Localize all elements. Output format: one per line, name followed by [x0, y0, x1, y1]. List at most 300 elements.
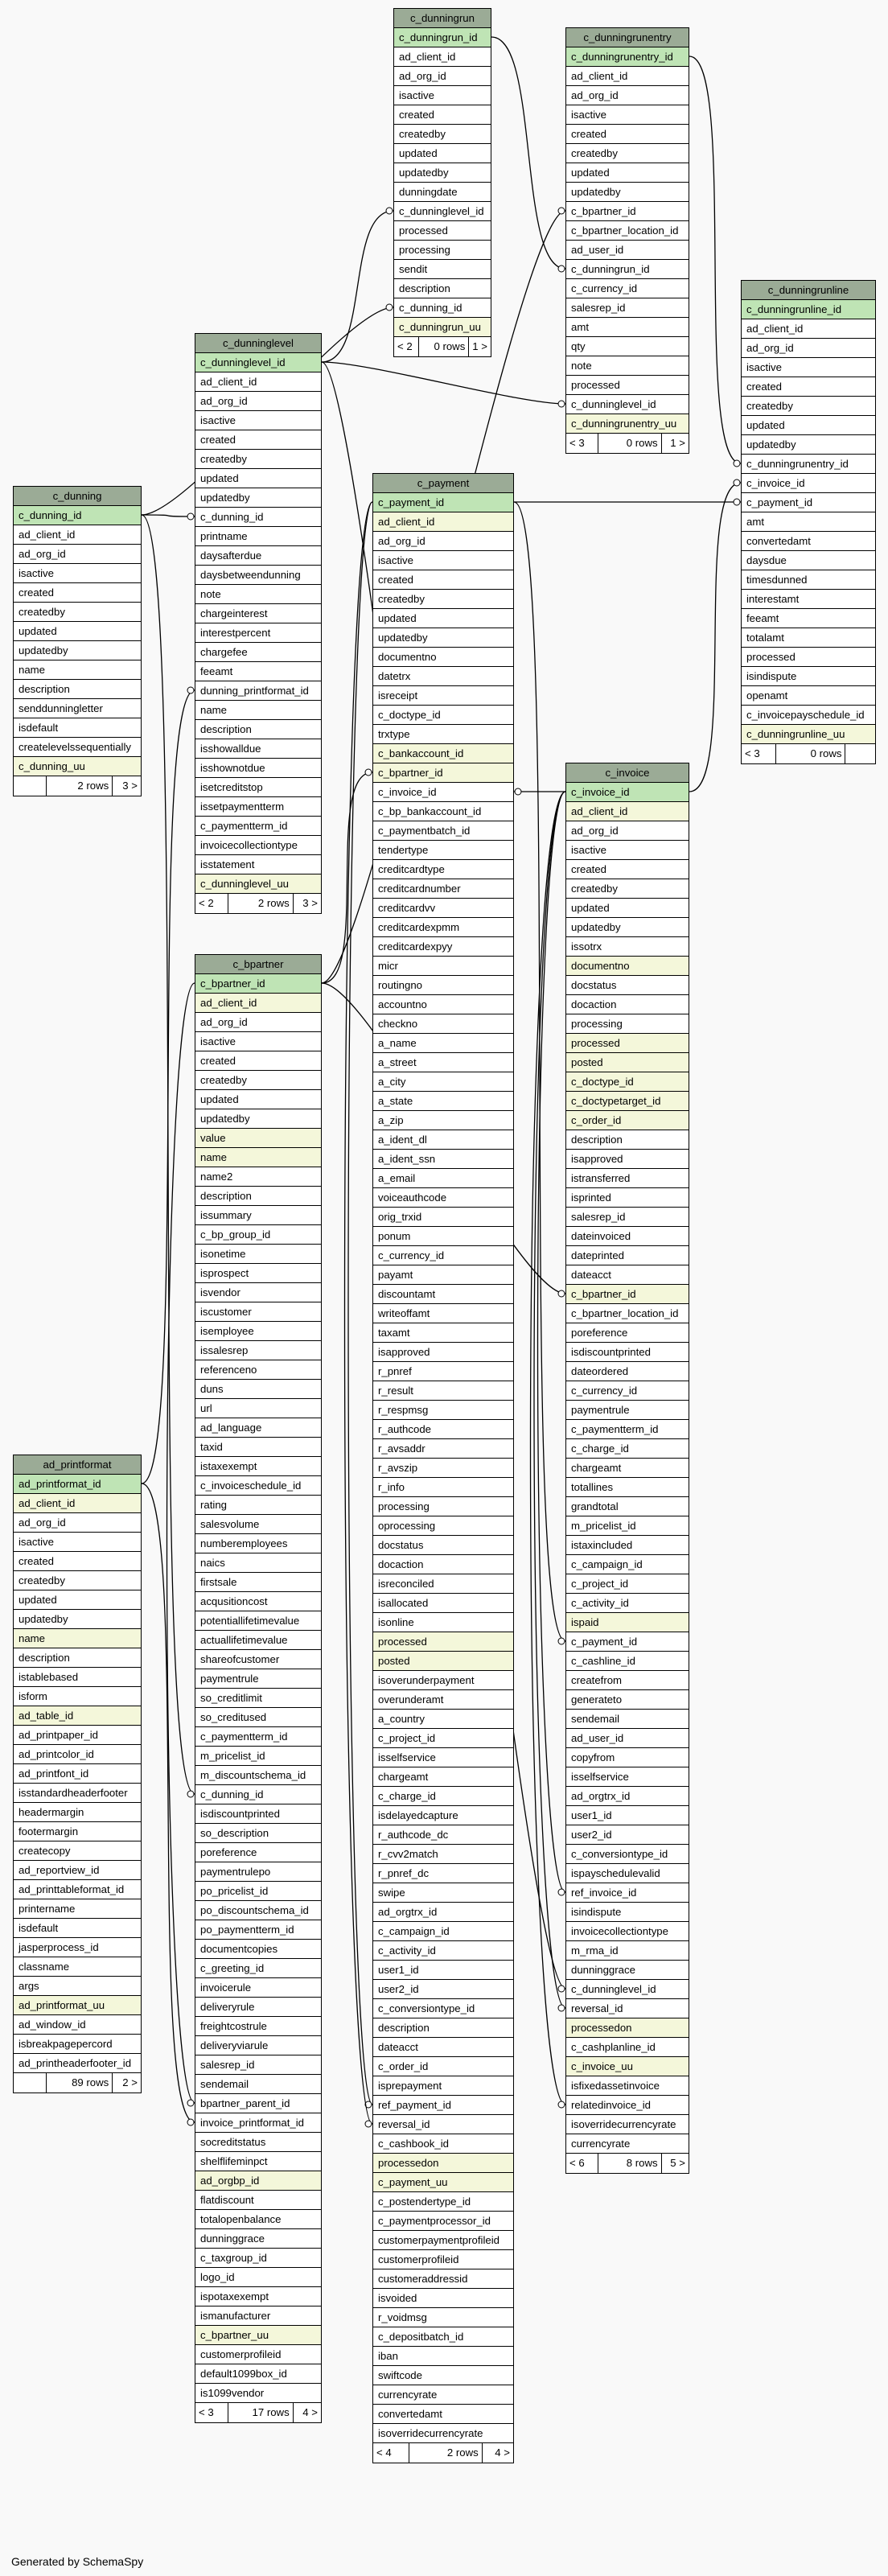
column-reversal-id[interactable]: reversal_id: [373, 2115, 513, 2134]
column-isetcreditstop[interactable]: isetcreditstop: [195, 778, 321, 797]
column-classname[interactable]: classname: [14, 1957, 141, 1977]
column-writeoffamt[interactable]: writeoffamt: [373, 1304, 513, 1323]
column-processed[interactable]: processed: [373, 1632, 513, 1652]
column-name[interactable]: name: [14, 660, 141, 680]
column-c-postendertype-id[interactable]: c_postendertype_id: [373, 2192, 513, 2212]
children-link[interactable]: [845, 744, 875, 763]
column-updated[interactable]: updated: [195, 1090, 321, 1109]
children-link[interactable]: 2 >: [122, 2076, 138, 2088]
column-invoicerule[interactable]: invoicerule: [195, 1978, 321, 1998]
column-updated[interactable]: updated: [14, 1590, 141, 1610]
column-shelflifeminpct[interactable]: shelflifeminpct: [195, 2152, 321, 2171]
column-customerpaymentprofileid[interactable]: customerpaymentprofileid: [373, 2231, 513, 2250]
column-isdiscountprinted[interactable]: isdiscountprinted: [566, 1343, 689, 1362]
column-c-currency-id[interactable]: c_currency_id: [566, 279, 689, 298]
table-title[interactable]: ad_printformat: [14, 1455, 141, 1475]
column-c-doctypetarget-id[interactable]: c_doctypetarget_id: [566, 1092, 689, 1111]
column-createdby[interactable]: createdby: [394, 125, 491, 144]
column-created[interactable]: created: [14, 1552, 141, 1571]
column-flatdiscount[interactable]: flatdiscount: [195, 2191, 321, 2210]
column-c-paymentbatch-id[interactable]: c_paymentbatch_id: [373, 821, 513, 841]
column-ad-org-id[interactable]: ad_org_id: [566, 821, 689, 841]
table-title[interactable]: c_dunninglevel: [195, 334, 321, 353]
column-c-dunning-id[interactable]: c_dunning_id: [14, 506, 141, 525]
column-isprepayment[interactable]: isprepayment: [373, 2076, 513, 2096]
column-isactive[interactable]: isactive: [373, 551, 513, 570]
column-m-rma-id[interactable]: m_rma_id: [566, 1941, 689, 1961]
column-daysbetweendunning[interactable]: daysbetweendunning: [195, 566, 321, 585]
column-r-result[interactable]: r_result: [373, 1381, 513, 1401]
column-is1099vendor[interactable]: is1099vendor: [195, 2384, 321, 2403]
column-c-invoiceschedule-id[interactable]: c_invoiceschedule_id: [195, 1476, 321, 1496]
column-r-pnref[interactable]: r_pnref: [373, 1362, 513, 1381]
column-checkno[interactable]: checkno: [373, 1014, 513, 1034]
column-name[interactable]: name: [195, 701, 321, 720]
column-documentno[interactable]: documentno: [373, 648, 513, 667]
column-c-dunningrunline-id[interactable]: c_dunningrunline_id: [742, 300, 875, 319]
table-title[interactable]: c_dunningrunline: [742, 281, 875, 300]
column-c-bpartner-location-id[interactable]: c_bpartner_location_id: [566, 221, 689, 241]
column-value[interactable]: value: [195, 1129, 321, 1148]
column-isstatement[interactable]: isstatement: [195, 855, 321, 874]
column-c-charge-id[interactable]: c_charge_id: [566, 1439, 689, 1459]
column-invoice-printformat-id[interactable]: invoice_printformat_id: [195, 2113, 321, 2133]
column-r-respmsg[interactable]: r_respmsg: [373, 1401, 513, 1420]
column-m-discountschema-id[interactable]: m_discountschema_id: [195, 1766, 321, 1785]
column-posted[interactable]: posted: [373, 1652, 513, 1671]
column-description[interactable]: description: [394, 279, 491, 298]
column-totalamt[interactable]: totalamt: [742, 628, 875, 648]
column-r-pnref-dc[interactable]: r_pnref_dc: [373, 1864, 513, 1883]
table-c-dunning[interactable]: [13, 486, 142, 796]
column-ref-invoice-id[interactable]: ref_invoice_id: [566, 1883, 689, 1903]
column-ad-language[interactable]: ad_language: [195, 1418, 321, 1438]
column-dateordered[interactable]: dateordered: [566, 1362, 689, 1381]
column-updated[interactable]: updated: [566, 899, 689, 918]
column-isshowalldue[interactable]: isshowalldue: [195, 739, 321, 759]
column-c-payment-id[interactable]: c_payment_id: [742, 493, 875, 512]
table-ad-printformat[interactable]: [13, 1455, 142, 2093]
column-c-doctype-id[interactable]: c_doctype_id: [373, 706, 513, 725]
column-isshownotdue[interactable]: isshownotdue: [195, 759, 321, 778]
column-c-bpartner-uu[interactable]: c_bpartner_uu: [195, 2326, 321, 2345]
column-createdby[interactable]: createdby: [566, 879, 689, 899]
column-createdby[interactable]: createdby: [195, 1071, 321, 1090]
column-c-dunningrunentry-uu[interactable]: c_dunningrunentry_uu: [566, 414, 689, 434]
column-createfrom[interactable]: createfrom: [566, 1671, 689, 1690]
column-generateto[interactable]: generateto: [566, 1690, 689, 1710]
column-isvoided[interactable]: isvoided: [373, 2289, 513, 2308]
column-r-authcode-dc[interactable]: r_authcode_dc: [373, 1825, 513, 1845]
column-docstatus[interactable]: docstatus: [373, 1536, 513, 1555]
column-updated[interactable]: updated: [742, 416, 875, 435]
column-c-activity-id[interactable]: c_activity_id: [566, 1594, 689, 1613]
column-sendemail[interactable]: sendemail: [566, 1710, 689, 1729]
column-numberemployees[interactable]: numberemployees: [195, 1534, 321, 1553]
column-c-dunninglevel-id[interactable]: c_dunninglevel_id: [566, 395, 689, 414]
column-createdby[interactable]: createdby: [742, 397, 875, 416]
children-link[interactable]: 1 >: [670, 437, 685, 449]
column-c-bp-group-id[interactable]: c_bp_group_id: [195, 1225, 321, 1245]
column-isactive[interactable]: isactive: [14, 1533, 141, 1552]
column-customerprofileid[interactable]: customerprofileid: [195, 2345, 321, 2364]
column-isactive[interactable]: isactive: [195, 411, 321, 430]
column-ad-org-id[interactable]: ad_org_id: [394, 67, 491, 86]
column-isapproved[interactable]: isapproved: [373, 1343, 513, 1362]
parents-link[interactable]: < 3: [566, 434, 598, 453]
column-c-project-id[interactable]: c_project_id: [373, 1729, 513, 1748]
column-chargeamt[interactable]: chargeamt: [566, 1459, 689, 1478]
column-c-bpartner-id[interactable]: c_bpartner_id: [195, 974, 321, 994]
column-referenceno[interactable]: referenceno: [195, 1360, 321, 1380]
parents-link[interactable]: < 3: [742, 744, 776, 763]
column-istablebased[interactable]: istablebased: [14, 1668, 141, 1687]
column-isoverridecurrencyrate[interactable]: isoverridecurrencyrate: [373, 2424, 513, 2443]
column-c-bankaccount-id[interactable]: c_bankaccount_id: [373, 744, 513, 763]
column-iban[interactable]: iban: [373, 2347, 513, 2366]
column-c-dunning-uu[interactable]: c_dunning_uu: [14, 757, 141, 776]
column-isvendor[interactable]: isvendor: [195, 1283, 321, 1302]
column-chargeinterest[interactable]: chargeinterest: [195, 604, 321, 623]
children-link[interactable]: 1 >: [472, 340, 487, 352]
column-payamt[interactable]: payamt: [373, 1265, 513, 1285]
column-ispotaxexempt[interactable]: ispotaxexempt: [195, 2287, 321, 2306]
column-created[interactable]: created: [394, 105, 491, 125]
column-r-authcode[interactable]: r_authcode: [373, 1420, 513, 1439]
column-processedon[interactable]: processedon: [373, 2154, 513, 2173]
column-c-taxgroup-id[interactable]: c_taxgroup_id: [195, 2249, 321, 2268]
column-updated[interactable]: updated: [373, 609, 513, 628]
table-title[interactable]: c_dunningrun: [394, 9, 491, 28]
column-isindispute[interactable]: isindispute: [566, 1903, 689, 1922]
column-creditcardexpyy[interactable]: creditcardexpyy: [373, 937, 513, 957]
column-createdby[interactable]: createdby: [373, 590, 513, 609]
column-c-dunninglevel-id[interactable]: c_dunninglevel_id: [394, 202, 491, 221]
column-c-dunningrunentry-id[interactable]: c_dunningrunentry_id: [566, 47, 689, 67]
column-dateinvoiced[interactable]: dateinvoiced: [566, 1227, 689, 1246]
column-description[interactable]: description: [195, 720, 321, 739]
column-creditcardtype[interactable]: creditcardtype: [373, 860, 513, 879]
column-c-dunning-id[interactable]: c_dunning_id: [394, 298, 491, 318]
column-timesdunned[interactable]: timesdunned: [742, 570, 875, 590]
column-r-cvv2match[interactable]: r_cvv2match: [373, 1845, 513, 1864]
column-c-currency-id[interactable]: c_currency_id: [373, 1246, 513, 1265]
column-iscustomer[interactable]: iscustomer: [195, 1302, 321, 1322]
column-c-bp-bankaccount-id[interactable]: c_bp_bankaccount_id: [373, 802, 513, 821]
column-customerprofileid[interactable]: customerprofileid: [373, 2250, 513, 2269]
column-c-conversiontype-id[interactable]: c_conversiontype_id: [373, 1999, 513, 2018]
parents-link[interactable]: < 4: [373, 2443, 409, 2463]
column-updatedby[interactable]: updatedby: [373, 628, 513, 648]
column-processed[interactable]: processed: [742, 648, 875, 667]
column-dunninggrace[interactable]: dunninggrace: [195, 2229, 321, 2249]
column-tendertype[interactable]: tendertype: [373, 841, 513, 860]
column-created[interactable]: created: [195, 1051, 321, 1071]
column-deliveryrule[interactable]: deliveryrule: [195, 1998, 321, 2017]
column-dateacct[interactable]: dateacct: [373, 2038, 513, 2057]
column-issalesrep[interactable]: issalesrep: [195, 1341, 321, 1360]
column-c-depositbatch-id[interactable]: c_depositbatch_id: [373, 2327, 513, 2347]
column-isdefault[interactable]: isdefault: [14, 718, 141, 738]
column-c-invoice-uu[interactable]: c_invoice_uu: [566, 2057, 689, 2076]
column-dunninggrace[interactable]: dunninggrace: [566, 1961, 689, 1980]
column-dateacct[interactable]: dateacct: [566, 1265, 689, 1285]
column-created[interactable]: created: [373, 570, 513, 590]
column-taxamt[interactable]: taxamt: [373, 1323, 513, 1343]
column-m-pricelist-id[interactable]: m_pricelist_id: [195, 1747, 321, 1766]
column-overunderamt[interactable]: overunderamt: [373, 1690, 513, 1710]
table-c-bpartner[interactable]: [195, 954, 322, 2423]
column-note[interactable]: note: [566, 356, 689, 376]
column-isoverridecurrencyrate[interactable]: isoverridecurrencyrate: [566, 2115, 689, 2134]
column-description[interactable]: description: [14, 680, 141, 699]
column-isactive[interactable]: isactive: [14, 564, 141, 583]
column-processing[interactable]: processing: [394, 241, 491, 260]
column-totallines[interactable]: totallines: [566, 1478, 689, 1497]
column-c-doctype-id[interactable]: c_doctype_id: [566, 1072, 689, 1092]
column-issotrx[interactable]: issotrx: [566, 937, 689, 957]
parents-link[interactable]: < 6: [566, 2154, 598, 2173]
column-c-project-id[interactable]: c_project_id: [566, 1574, 689, 1594]
column-processed[interactable]: processed: [566, 376, 689, 395]
column-ad-org-id[interactable]: ad_org_id: [195, 1013, 321, 1032]
column-creditcardvv[interactable]: creditcardvv: [373, 899, 513, 918]
column-docaction[interactable]: docaction: [566, 995, 689, 1014]
column-sendit[interactable]: sendit: [394, 260, 491, 279]
column-discountamt[interactable]: discountamt: [373, 1285, 513, 1304]
children-link[interactable]: 3 >: [302, 897, 318, 909]
parents-link[interactable]: < 2: [195, 894, 228, 913]
column-jasperprocess-id[interactable]: jasperprocess_id: [14, 1938, 141, 1957]
column-accountno[interactable]: accountno: [373, 995, 513, 1014]
column-isselfservice[interactable]: isselfservice: [373, 1748, 513, 1767]
column-salesrep-id[interactable]: salesrep_id: [566, 1208, 689, 1227]
column-c-bpartner-id[interactable]: c_bpartner_id: [373, 763, 513, 783]
column-ad-orgtrx-id[interactable]: ad_orgtrx_id: [373, 1903, 513, 1922]
column-ad-orgtrx-id[interactable]: ad_orgtrx_id: [566, 1787, 689, 1806]
column-salesrep-id[interactable]: salesrep_id: [195, 2055, 321, 2075]
column-a-zip[interactable]: a_zip: [373, 1111, 513, 1130]
column-actuallifetimevalue[interactable]: actuallifetimevalue: [195, 1631, 321, 1650]
column-isprospect[interactable]: isprospect: [195, 1264, 321, 1283]
column-ad-client-id[interactable]: ad_client_id: [14, 525, 141, 545]
column-isonetime[interactable]: isonetime: [195, 1245, 321, 1264]
table-c-dunninglevel[interactable]: [195, 333, 322, 914]
column-ad-printformat-uu[interactable]: ad_printformat_uu: [14, 1996, 141, 2015]
column-c-cashbook-id[interactable]: c_cashbook_id: [373, 2134, 513, 2154]
column-description[interactable]: description: [373, 2018, 513, 2038]
column-note[interactable]: note: [195, 585, 321, 604]
column-feeamt[interactable]: feeamt: [195, 662, 321, 681]
column-url[interactable]: url: [195, 1399, 321, 1418]
column-ad-user-id[interactable]: ad_user_id: [566, 1729, 689, 1748]
column-orig-trxid[interactable]: orig_trxid: [373, 1208, 513, 1227]
column-ad-org-id[interactable]: ad_org_id: [14, 545, 141, 564]
column-c-invoice-id[interactable]: c_invoice_id: [742, 474, 875, 493]
column-updatedby[interactable]: updatedby: [566, 183, 689, 202]
column-c-order-id[interactable]: c_order_id: [373, 2057, 513, 2076]
column-oprocessing[interactable]: oprocessing: [373, 1516, 513, 1536]
column-updated[interactable]: updated: [195, 469, 321, 488]
column-convertedamt[interactable]: convertedamt: [742, 532, 875, 551]
column-c-conversiontype-id[interactable]: c_conversiontype_id: [566, 1845, 689, 1864]
column-interestpercent[interactable]: interestpercent: [195, 623, 321, 643]
column-updatedby[interactable]: updatedby: [566, 918, 689, 937]
column-poreference[interactable]: poreference: [195, 1843, 321, 1862]
column-c-bpartner-id[interactable]: c_bpartner_id: [566, 202, 689, 221]
column-chargeamt[interactable]: chargeamt: [373, 1767, 513, 1787]
column-default1099box-id[interactable]: default1099box_id: [195, 2364, 321, 2384]
column-chargefee[interactable]: chargefee: [195, 643, 321, 662]
column-deliveryviarule[interactable]: deliveryviarule: [195, 2036, 321, 2055]
column-ad-printtableformat-id[interactable]: ad_printtableformat_id: [14, 1880, 141, 1899]
column-c-dunning-id[interactable]: c_dunning_id: [195, 1785, 321, 1804]
column-docaction[interactable]: docaction: [373, 1555, 513, 1574]
column-bpartner-parent-id[interactable]: bpartner_parent_id: [195, 2094, 321, 2113]
table-c-dunningrunentry[interactable]: [565, 27, 689, 454]
column-ad-table-id[interactable]: ad_table_id: [14, 1706, 141, 1726]
column-a-email[interactable]: a_email: [373, 1169, 513, 1188]
column-c-activity-id[interactable]: c_activity_id: [373, 1941, 513, 1961]
column-voiceauthcode[interactable]: voiceauthcode: [373, 1188, 513, 1208]
column-c-payment-uu[interactable]: c_payment_uu: [373, 2173, 513, 2192]
column-dateprinted[interactable]: dateprinted: [566, 1246, 689, 1265]
column-isstandardheaderfooter[interactable]: isstandardheaderfooter: [14, 1784, 141, 1803]
column-c-cashline-id[interactable]: c_cashline_id: [566, 1652, 689, 1671]
column-naics[interactable]: naics: [195, 1553, 321, 1573]
column-micr[interactable]: micr: [373, 957, 513, 976]
column-salesrep-id[interactable]: salesrep_id: [566, 298, 689, 318]
column-a-state[interactable]: a_state: [373, 1092, 513, 1111]
column-invoicecollectiontype[interactable]: invoicecollectiontype: [195, 836, 321, 855]
column-created[interactable]: created: [566, 860, 689, 879]
column-ad-client-id[interactable]: ad_client_id: [195, 372, 321, 392]
column-po-pricelist-id[interactable]: po_pricelist_id: [195, 1882, 321, 1901]
column-c-cashplanline-id[interactable]: c_cashplanline_id: [566, 2038, 689, 2057]
column-isdiscountprinted[interactable]: isdiscountprinted: [195, 1804, 321, 1824]
column-ad-printcolor-id[interactable]: ad_printcolor_id: [14, 1745, 141, 1764]
column-logo-id[interactable]: logo_id: [195, 2268, 321, 2287]
column-ad-client-id[interactable]: ad_client_id: [14, 1494, 141, 1513]
column-copyfrom[interactable]: copyfrom: [566, 1748, 689, 1767]
column-a-street[interactable]: a_street: [373, 1053, 513, 1072]
column-istaxincluded[interactable]: istaxincluded: [566, 1536, 689, 1555]
column-user1-id[interactable]: user1_id: [566, 1806, 689, 1825]
column-ad-client-id[interactable]: ad_client_id: [394, 47, 491, 67]
column-ad-reportview-id[interactable]: ad_reportview_id: [14, 1861, 141, 1880]
column-a-city[interactable]: a_city: [373, 1072, 513, 1092]
column-so-description[interactable]: so_description: [195, 1824, 321, 1843]
column-name[interactable]: name: [195, 1148, 321, 1167]
column-c-currency-id[interactable]: c_currency_id: [566, 1381, 689, 1401]
table-title[interactable]: c_dunningrunentry: [566, 28, 689, 47]
column-r-avszip[interactable]: r_avszip: [373, 1459, 513, 1478]
column-creditcardexpmm[interactable]: creditcardexpmm: [373, 918, 513, 937]
column-sendemail[interactable]: sendemail: [195, 2075, 321, 2094]
column-updated[interactable]: updated: [394, 144, 491, 163]
column-isfixedassetinvoice[interactable]: isfixedassetinvoice: [566, 2076, 689, 2096]
column-posted[interactable]: posted: [566, 1053, 689, 1072]
column-ad-client-id[interactable]: ad_client_id: [566, 67, 689, 86]
column-so-creditlimit[interactable]: so_creditlimit: [195, 1689, 321, 1708]
column-ad-orgbp-id[interactable]: ad_orgbp_id: [195, 2171, 321, 2191]
column-po-discountschema-id[interactable]: po_discountschema_id: [195, 1901, 321, 1920]
children-link[interactable]: 3 >: [122, 780, 138, 792]
column-a-ident-ssn[interactable]: a_ident_ssn: [373, 1150, 513, 1169]
column-updatedby[interactable]: updatedby: [195, 488, 321, 508]
column-c-dunningrun-id[interactable]: c_dunningrun_id: [394, 28, 491, 47]
column-updatedby[interactable]: updatedby: [394, 163, 491, 183]
column-daysdue[interactable]: daysdue: [742, 551, 875, 570]
column-ispayschedulevalid[interactable]: ispayschedulevalid: [566, 1864, 689, 1883]
column-ad-org-id[interactable]: ad_org_id: [14, 1513, 141, 1533]
column-user1-id[interactable]: user1_id: [373, 1961, 513, 1980]
column-c-dunningrunentry-id[interactable]: c_dunningrunentry_id: [742, 455, 875, 474]
column-amt[interactable]: amt: [742, 512, 875, 532]
column-c-charge-id[interactable]: c_charge_id: [373, 1787, 513, 1806]
column-currencyrate[interactable]: currencyrate: [566, 2134, 689, 2154]
parents-link[interactable]: < 2: [394, 337, 419, 356]
table-c-payment[interactable]: [372, 473, 514, 2463]
column-args[interactable]: args: [14, 1977, 141, 1996]
column-isbreakpagepercord[interactable]: isbreakpagepercord: [14, 2035, 141, 2054]
column-created[interactable]: created: [195, 430, 321, 450]
column-isdefault[interactable]: isdefault: [14, 1919, 141, 1938]
column-printername[interactable]: printername: [14, 1899, 141, 1919]
table-c-invoice[interactable]: [565, 763, 689, 2174]
table-c-dunningrunline[interactable]: [741, 280, 876, 764]
column-daysafterdue[interactable]: daysafterdue: [195, 546, 321, 566]
column-docstatus[interactable]: docstatus: [566, 976, 689, 995]
column-createdby[interactable]: createdby: [566, 144, 689, 163]
column-feeamt[interactable]: feeamt: [742, 609, 875, 628]
column-rating[interactable]: rating: [195, 1496, 321, 1515]
column-processed[interactable]: processed: [394, 221, 491, 241]
column-swipe[interactable]: swipe: [373, 1883, 513, 1903]
column-user2-id[interactable]: user2_id: [566, 1825, 689, 1845]
column-ad-window-id[interactable]: ad_window_id: [14, 2015, 141, 2035]
column-r-avsaddr[interactable]: r_avsaddr: [373, 1439, 513, 1459]
column-ad-org-id[interactable]: ad_org_id: [742, 339, 875, 358]
column-createdby[interactable]: createdby: [14, 603, 141, 622]
column-creditcardnumber[interactable]: creditcardnumber: [373, 879, 513, 899]
column-printname[interactable]: printname: [195, 527, 321, 546]
column-isindispute[interactable]: isindispute: [742, 667, 875, 686]
column-r-voidmsg[interactable]: r_voidmsg: [373, 2308, 513, 2327]
table-title[interactable]: c_invoice: [566, 763, 689, 783]
column-ad-client-id[interactable]: ad_client_id: [373, 512, 513, 532]
column-paymentrulepo[interactable]: paymentrulepo: [195, 1862, 321, 1882]
column-ad-org-id[interactable]: ad_org_id: [373, 532, 513, 551]
column-taxid[interactable]: taxid: [195, 1438, 321, 1457]
column-c-paymentprocessor-id[interactable]: c_paymentprocessor_id: [373, 2212, 513, 2231]
column-createdby[interactable]: createdby: [14, 1571, 141, 1590]
table-title[interactable]: c_payment: [373, 474, 513, 493]
column-freightcostrule[interactable]: freightcostrule: [195, 2017, 321, 2036]
column-istaxexempt[interactable]: istaxexempt: [195, 1457, 321, 1476]
column-c-invoice-id[interactable]: c_invoice_id: [373, 783, 513, 802]
column-so-creditused[interactable]: so_creditused: [195, 1708, 321, 1727]
column-c-invoicepayschedule-id[interactable]: c_invoicepayschedule_id: [742, 706, 875, 725]
column-isform[interactable]: isform: [14, 1687, 141, 1706]
column-poreference[interactable]: poreference: [566, 1323, 689, 1343]
column-createdby[interactable]: createdby: [195, 450, 321, 469]
column-documentno[interactable]: documentno: [566, 957, 689, 976]
column-socreditstatus[interactable]: socreditstatus: [195, 2133, 321, 2152]
column-dunning-printformat-id[interactable]: dunning_printformat_id: [195, 681, 321, 701]
column-c-dunning-id[interactable]: c_dunning_id: [195, 508, 321, 527]
column-firstsale[interactable]: firstsale: [195, 1573, 321, 1592]
